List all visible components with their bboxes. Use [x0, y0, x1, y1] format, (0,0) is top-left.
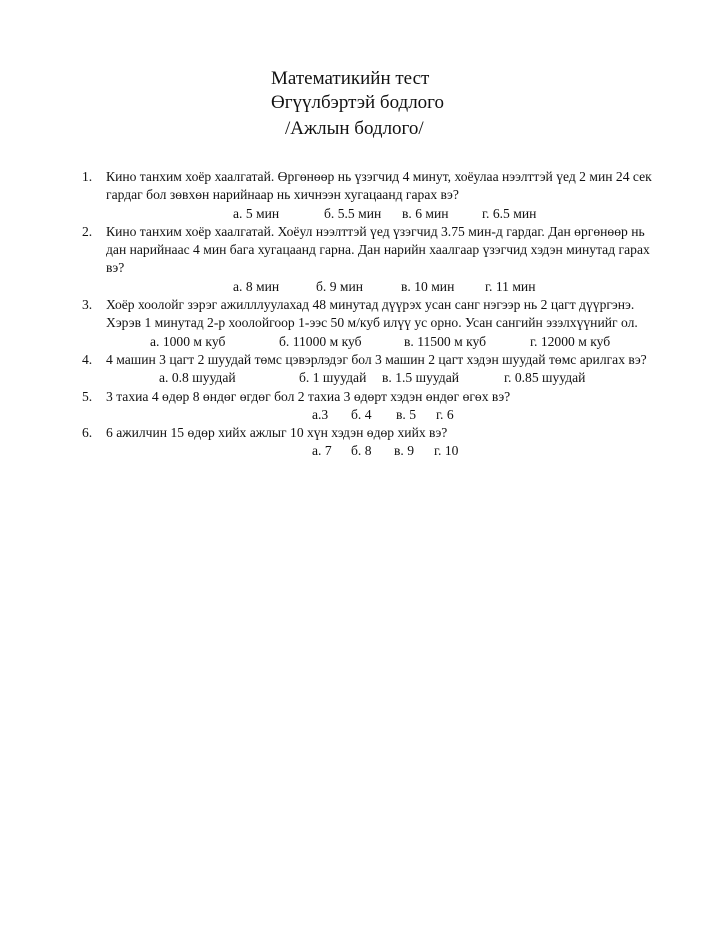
- test-topic: /Ажлын бодлого/: [285, 118, 424, 139]
- answer-option-a: а. 1000 м куб: [150, 333, 226, 349]
- answer-option-b: б. 11000 м куб: [279, 333, 362, 349]
- problem-number: 5.: [82, 388, 93, 404]
- problem-number: 6.: [82, 425, 93, 441]
- answer-options: [106, 333, 662, 351]
- answer-options: [106, 205, 662, 223]
- answer-option-b: б. 1 шуудай: [299, 370, 367, 386]
- problem-item: [82, 223, 662, 296]
- problem-question: Хоёр хоолойг зэрэг ажилллуулахад 48 минутад дүүрэх усан санг нэгээр нь 2 цагт дүүргэнэ. Хэрэв 1 минутад 2-р хоолойгоор 1-ээс 50 м/куб илүү ус орно. Усан сангийн эзэлхүүнийг ол.: [106, 297, 638, 331]
- answer-options: [106, 442, 662, 460]
- test-subtitle: Өгүүлбэртэй бодлого: [271, 92, 445, 113]
- answer-option-d: г. 0.85 шуудай: [504, 370, 586, 386]
- answer-options: [106, 369, 662, 387]
- answer-options: [106, 278, 662, 296]
- answer-option-d: г. 10: [434, 443, 459, 459]
- problem-question: 6 ажилчин 15 өдөр хийх ажлыг 10 хүн хэдэн өдөр хийх вэ?: [106, 425, 448, 441]
- problem-number: 1.: [82, 169, 93, 184]
- answer-option-c: в. 1.5 шуудай: [382, 370, 460, 386]
- problem-question: 3 тахиа 4 өдөр 8 өндөг өгдөг бол 2 тахиа 3 өдөрт хэдэн өндөг өгөх вэ?: [106, 388, 511, 404]
- answer-option-a: а. 7: [312, 443, 332, 459]
- answer-option-a: а. 5 мин: [233, 205, 280, 221]
- answer-option-c: в. 11500 м куб: [404, 333, 487, 349]
- answer-option-c: в. 10 мин: [401, 278, 455, 294]
- answer-option-b: б. 9 мин: [316, 278, 364, 294]
- problem-item: [82, 388, 662, 425]
- answer-option-d: г. 11 мин: [485, 278, 536, 294]
- answer-option-c: в. 6 мин: [402, 205, 449, 221]
- problem-question: Кино танхим хоёр хаалгатай. Өргөнөөр нь үзэгчид 4 минут, хоёулаа нээлттэй үед 2 мин 24 сек гардаг бол зөвхөн нарийнаар нь хичнээн хугацаанд гарах вэ?: [106, 169, 652, 203]
- answer-options: [106, 406, 662, 424]
- answer-option-b: б. 5.5 мин: [324, 205, 382, 221]
- problem-list: [82, 168, 662, 461]
- answer-option-a: а. 8 мин: [233, 278, 280, 294]
- answer-option-b: б. 4: [351, 406, 372, 422]
- answer-option-a: а. 0.8 шуудай: [159, 370, 236, 386]
- problem-number: 2.: [82, 223, 93, 239]
- answer-option-d: г. 6.5 мин: [482, 205, 537, 221]
- answer-option-c: в. 5: [396, 406, 417, 422]
- problem-item: [82, 351, 662, 388]
- problem-number: 3.: [82, 297, 93, 313]
- problem-question: Кино танхим хоёр хаалгатай. Хоёул нээлттэй үед үзэгчид 3.75 мин-д гардаг. Дан өргөнөөр нь дан нарийнаас 4 мин бага хугацаанд гарна. Дан нарийн хаалгаар үзэгчид хэдэн минутад гарах вэ?: [106, 223, 650, 276]
- test-title: Математикийн тест: [271, 68, 430, 89]
- problem-number: 4.: [82, 351, 93, 367]
- answer-option-d: г. 12000 м куб: [530, 333, 611, 349]
- answer-option-c: в. 9: [394, 443, 415, 459]
- answer-option-d: г. 6: [436, 406, 454, 422]
- problem-item: [82, 168, 662, 223]
- problem-question: 4 машин 3 цагт 2 шуудай төмс цэвэрлэдэг бол 3 машин 2 цагт хэдэн шуудай төмс арилгах вэ?: [106, 351, 647, 367]
- problem-item: [82, 424, 662, 461]
- answer-option-b: б. 8: [351, 443, 372, 459]
- answer-option-a: а.3: [312, 406, 329, 422]
- problem-item: [82, 296, 662, 351]
